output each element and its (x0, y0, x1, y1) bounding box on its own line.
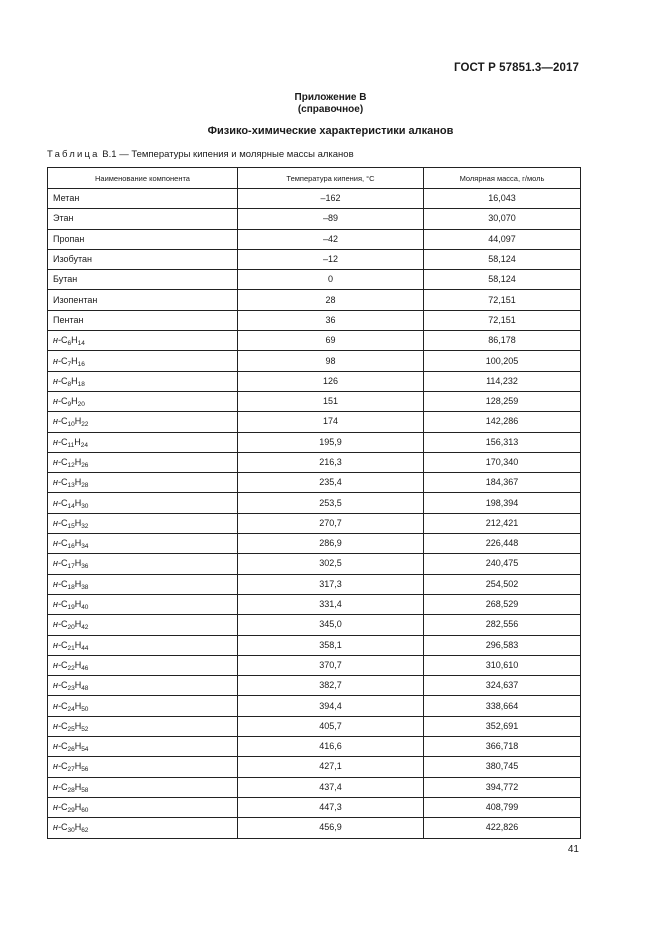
molar-mass-cell: 268,529 (424, 594, 581, 614)
formula-prefix: н- (53, 741, 61, 752)
table-body (48, 189, 581, 839)
boiling-point-cell: 331,4 (238, 594, 424, 614)
component-name-cell (48, 594, 238, 614)
molar-mass-cell: 282,556 (424, 615, 581, 635)
formula-prefix: н- (53, 781, 61, 792)
hydrogen-symbol: H (74, 822, 82, 833)
molar-mass-cell: 324,637 (424, 676, 581, 696)
carbon-count: 19 (67, 604, 75, 612)
carbon-symbol: C (60, 396, 68, 407)
table-row (48, 493, 581, 513)
carbon-symbol: C (60, 497, 68, 508)
table-row (48, 249, 581, 269)
alkanes-table (47, 167, 581, 839)
hydrogen-count: 48 (81, 685, 89, 693)
formula-prefix: н- (53, 355, 61, 366)
carbon-symbol: C (60, 802, 68, 813)
molar-mass-cell: 16,043 (424, 189, 581, 209)
molar-mass-cell: 296,583 (424, 635, 581, 655)
table-caption (47, 149, 354, 160)
formula-prefix: н- (53, 396, 61, 407)
component-name-cell: Изобутан (48, 249, 238, 269)
table-row (48, 270, 581, 290)
boiling-point-cell: 126 (238, 371, 424, 391)
boiling-point-cell: –12 (238, 249, 424, 269)
table-row (48, 574, 581, 594)
carbon-symbol: C (60, 781, 68, 792)
hydrogen-symbol: H (74, 741, 82, 752)
molar-mass-cell: 170,340 (424, 452, 581, 472)
molar-mass-cell: 394,772 (424, 777, 581, 797)
boiling-point-cell: –162 (238, 189, 424, 209)
formula-prefix: н- (53, 639, 61, 650)
molar-mass-cell: 184,367 (424, 473, 581, 493)
table-row (48, 777, 581, 797)
table-header-row (48, 168, 581, 189)
carbon-count: 13 (67, 482, 75, 490)
boiling-point-cell: 69 (238, 331, 424, 351)
table-row (48, 554, 581, 574)
molar-mass-cell: 100,205 (424, 351, 581, 371)
formula-prefix: н- (53, 558, 61, 569)
carbon-count: 25 (67, 725, 75, 733)
hydrogen-count: 42 (81, 624, 89, 632)
component-name-cell (48, 696, 238, 716)
carbon-symbol: C (60, 659, 68, 670)
component-name-cell (48, 513, 238, 533)
table-row (48, 432, 581, 452)
carbon-count: 11 (67, 441, 75, 449)
hydrogen-count: 36 (81, 563, 89, 571)
hydrogen-symbol: H (71, 375, 78, 386)
component-name-cell: Пентан (48, 310, 238, 330)
molar-mass-cell: 156,313 (424, 432, 581, 452)
table-row (48, 534, 581, 554)
hydrogen-symbol: H (74, 619, 82, 630)
boiling-point-cell: 270,7 (238, 513, 424, 533)
boiling-point-cell: 405,7 (238, 716, 424, 736)
boiling-point-cell: 253,5 (238, 493, 424, 513)
column-header-boiling-point: Температура кипения, °С (238, 168, 424, 189)
component-name-cell (48, 757, 238, 777)
molar-mass-cell: 86,178 (424, 331, 581, 351)
column-header-component: Наименование компонента (48, 168, 238, 189)
formula-prefix: н- (53, 680, 61, 691)
component-name-cell (48, 412, 238, 432)
boiling-point-cell: –89 (238, 209, 424, 229)
molar-mass-cell: 366,718 (424, 737, 581, 757)
hydrogen-count: 50 (81, 705, 89, 713)
component-name-cell (48, 351, 238, 371)
carbon-count: 30 (67, 827, 75, 835)
hydrogen-count: 26 (81, 462, 89, 469)
hydrogen-symbol: H (74, 720, 82, 731)
table-row (48, 737, 581, 757)
molar-mass-cell: 142,286 (424, 412, 581, 432)
molar-mass-cell: 352,691 (424, 716, 581, 736)
hydrogen-symbol: H (74, 416, 82, 427)
hydrogen-count: 24 (80, 441, 88, 449)
hydrogen-count: 28 (81, 482, 89, 490)
hydrogen-count: 54 (81, 746, 89, 754)
molar-mass-cell: 72,151 (424, 310, 581, 330)
table-caption-label: Таблица (47, 149, 100, 160)
table-row (48, 676, 581, 696)
formula-prefix: н- (53, 517, 61, 528)
boiling-point-cell: –42 (238, 229, 424, 249)
hydrogen-count: 52 (81, 725, 89, 733)
carbon-count: 29 (67, 807, 75, 815)
table-row (48, 655, 581, 675)
hydrogen-symbol: H (74, 578, 82, 589)
carbon-symbol: C (60, 517, 68, 528)
molar-mass-cell: 30,070 (424, 209, 581, 229)
hydrogen-symbol: H (74, 538, 82, 549)
carbon-count: 27 (67, 766, 75, 774)
formula-prefix: н- (53, 335, 61, 346)
formula-prefix: н- (53, 416, 61, 427)
carbon-symbol: C (60, 639, 68, 650)
hydrogen-count: 60 (81, 807, 89, 815)
hydrogen-symbol: H (74, 761, 82, 772)
formula-prefix: н- (53, 457, 61, 467)
hydrogen-symbol: H (74, 517, 82, 528)
boiling-point-cell: 358,1 (238, 635, 424, 655)
carbon-count: 22 (67, 664, 75, 672)
component-name-cell (48, 493, 238, 513)
boiling-point-cell: 195,9 (238, 432, 424, 452)
hydrogen-symbol: H (74, 680, 82, 691)
hydrogen-count: 34 (81, 543, 89, 551)
formula-prefix: н- (53, 822, 61, 833)
carbon-symbol: C (60, 578, 68, 589)
boiling-point-cell: 216,3 (238, 452, 424, 472)
carbon-symbol: C (60, 355, 68, 366)
carbon-symbol: C (60, 538, 68, 549)
formula-prefix: н- (53, 436, 61, 447)
carbon-count: 9 (67, 401, 72, 409)
molar-mass-cell: 338,664 (424, 696, 581, 716)
component-name-cell (48, 391, 238, 411)
component-name-cell (48, 574, 238, 594)
carbon-count: 28 (67, 786, 75, 794)
molar-mass-cell: 44,097 (424, 229, 581, 249)
component-name-cell: Бутан (48, 270, 238, 290)
table-row (48, 371, 581, 391)
hydrogen-count: 20 (77, 401, 85, 409)
formula-prefix: н- (53, 599, 61, 610)
carbon-symbol: C (60, 457, 68, 467)
boiling-point-cell: 28 (238, 290, 424, 310)
hydrogen-count: 62 (81, 827, 89, 835)
table-row (48, 635, 581, 655)
carbon-count: 15 (67, 522, 75, 530)
hydrogen-count: 18 (77, 380, 85, 388)
formula-prefix: н- (53, 497, 61, 508)
molar-mass-cell: 240,475 (424, 554, 581, 574)
carbon-symbol: C (60, 335, 68, 346)
boiling-point-cell: 456,9 (238, 818, 424, 838)
component-name-cell (48, 676, 238, 696)
boiling-point-cell: 317,3 (238, 574, 424, 594)
carbon-count: 24 (67, 705, 75, 713)
table-row (48, 473, 581, 493)
hydrogen-count: 32 (81, 522, 89, 530)
hydrogen-count: 38 (81, 583, 89, 591)
boiling-point-cell: 0 (238, 270, 424, 290)
component-name-cell (48, 737, 238, 757)
carbon-count: 10 (67, 421, 75, 429)
table-row (48, 716, 581, 736)
boiling-point-cell: 36 (238, 310, 424, 330)
boiling-point-cell: 382,7 (238, 676, 424, 696)
molar-mass-cell: 310,610 (424, 655, 581, 675)
table-row (48, 757, 581, 777)
hydrogen-symbol: H (74, 457, 82, 467)
table-row (48, 310, 581, 330)
table-row (48, 412, 581, 432)
hydrogen-count: 22 (81, 421, 89, 429)
carbon-symbol: C (60, 599, 68, 610)
molar-mass-cell: 198,394 (424, 493, 581, 513)
molar-mass-cell: 58,124 (424, 249, 581, 269)
carbon-count: 18 (67, 583, 75, 591)
hydrogen-count: 40 (81, 604, 89, 612)
hydrogen-symbol: H (74, 781, 82, 792)
molar-mass-cell: 212,421 (424, 513, 581, 533)
carbon-count: 6 (67, 340, 72, 348)
boiling-point-cell: 235,4 (238, 473, 424, 493)
appendix-heading (0, 92, 661, 116)
carbon-count: 14 (67, 502, 75, 510)
formula-prefix: н- (53, 619, 61, 630)
component-name-cell: Изопентан (48, 290, 238, 310)
table-row (48, 818, 581, 838)
formula-prefix: н- (53, 700, 61, 711)
carbon-symbol: C (60, 761, 68, 772)
boiling-point-cell: 416,6 (238, 737, 424, 757)
hydrogen-count: 46 (81, 664, 89, 672)
boiling-point-cell: 286,9 (238, 534, 424, 554)
page-number: 41 (567, 844, 579, 855)
table-row (48, 351, 581, 371)
component-name-cell (48, 554, 238, 574)
hydrogen-symbol: H (71, 396, 78, 407)
hydrogen-symbol: H (71, 335, 78, 346)
table-row (48, 797, 581, 817)
table-row (48, 189, 581, 209)
appendix-title: Приложение В (294, 92, 367, 103)
molar-mass-cell: 254,502 (424, 574, 581, 594)
component-name-cell (48, 635, 238, 655)
appendix-note: (справочное) (297, 104, 364, 115)
hydrogen-symbol: H (74, 599, 82, 610)
formula-prefix: н- (53, 375, 61, 386)
component-name-cell (48, 473, 238, 493)
component-name-cell (48, 534, 238, 554)
boiling-point-cell: 98 (238, 351, 424, 371)
table-row (48, 331, 581, 351)
table-row (48, 290, 581, 310)
molar-mass-cell: 422,826 (424, 818, 581, 838)
component-name-cell (48, 432, 238, 452)
hydrogen-count: 56 (81, 766, 89, 774)
boiling-point-cell: 174 (238, 412, 424, 432)
carbon-count: 8 (67, 380, 72, 388)
boiling-point-cell: 370,7 (238, 655, 424, 675)
component-name-cell (48, 331, 238, 351)
hydrogen-symbol: H (74, 700, 82, 711)
hydrogen-symbol: H (74, 639, 82, 650)
table-row (48, 594, 581, 614)
section-title: Физико-химические характеристики алканов (207, 125, 454, 137)
carbon-count: 21 (67, 644, 75, 652)
document-standard-header: ГОСТ Р 57851.3—2017 (454, 62, 579, 74)
boiling-point-cell: 151 (238, 391, 424, 411)
component-name-cell: Этан (48, 209, 238, 229)
formula-prefix: н- (53, 477, 61, 488)
formula-prefix: н- (53, 659, 61, 670)
formula-prefix: н- (53, 720, 61, 731)
hydrogen-count: 14 (77, 340, 85, 348)
table-row (48, 229, 581, 249)
hydrogen-count: 30 (81, 502, 89, 510)
carbon-count: 23 (67, 685, 75, 693)
component-name-cell (48, 716, 238, 736)
hydrogen-symbol: H (74, 802, 82, 813)
carbon-symbol: C (60, 720, 68, 731)
hydrogen-symbol: H (74, 436, 81, 447)
carbon-count: 20 (67, 624, 75, 632)
component-name-cell (48, 818, 238, 838)
table-row (48, 696, 581, 716)
molar-mass-cell: 380,745 (424, 757, 581, 777)
boiling-point-cell: 345,0 (238, 615, 424, 635)
component-name-cell (48, 777, 238, 797)
carbon-count: 16 (67, 543, 75, 551)
hydrogen-symbol: H (74, 497, 82, 508)
carbon-symbol: C (60, 558, 68, 569)
molar-mass-cell: 114,232 (424, 371, 581, 391)
component-name-cell (48, 452, 238, 472)
carbon-symbol: C (60, 741, 68, 752)
hydrogen-count: 58 (81, 786, 89, 794)
hydrogen-count: 44 (81, 644, 89, 652)
component-name-cell: Пропан (48, 229, 238, 249)
formula-prefix: н- (53, 538, 61, 549)
column-header-molar-mass: Молярная масса, г/моль (424, 168, 581, 189)
carbon-symbol: C (60, 416, 68, 427)
component-name-cell (48, 615, 238, 635)
component-name-cell (48, 797, 238, 817)
table-row (48, 513, 581, 533)
boiling-point-cell: 302,5 (238, 554, 424, 574)
carbon-symbol: C (60, 436, 68, 447)
molar-mass-cell: 128,259 (424, 391, 581, 411)
component-name-cell: Метан (48, 189, 238, 209)
table-caption-text: В.1 — Температуры кипения и молярные массы алканов (99, 149, 354, 160)
table-row (48, 615, 581, 635)
table-row (48, 209, 581, 229)
formula-prefix: н- (53, 802, 61, 813)
boiling-point-cell: 447,3 (238, 797, 424, 817)
table-row (48, 391, 581, 411)
component-name-cell (48, 371, 238, 391)
carbon-symbol: C (60, 477, 68, 488)
boiling-point-cell: 394,4 (238, 696, 424, 716)
hydrogen-symbol: H (74, 659, 82, 670)
carbon-count: 17 (67, 563, 75, 571)
carbon-symbol: C (60, 680, 68, 691)
carbon-count: 7 (67, 360, 72, 368)
formula-prefix: н- (53, 578, 61, 589)
hydrogen-symbol: H (74, 558, 82, 569)
carbon-count: 26 (67, 746, 75, 754)
hydrogen-count: 16 (77, 360, 85, 368)
formula-prefix: н- (53, 761, 61, 772)
molar-mass-cell: 72,151 (424, 290, 581, 310)
hydrogen-symbol: H (74, 477, 82, 488)
boiling-point-cell: 427,1 (238, 757, 424, 777)
component-name-cell (48, 655, 238, 675)
carbon-count: 12 (67, 462, 75, 469)
carbon-symbol: C (60, 375, 68, 386)
molar-mass-cell: 408,799 (424, 797, 581, 817)
carbon-symbol: C (60, 700, 68, 711)
molar-mass-cell: 226,448 (424, 534, 581, 554)
carbon-symbol: C (60, 822, 68, 833)
table-row (48, 452, 581, 472)
carbon-symbol: C (60, 619, 68, 630)
hydrogen-symbol: H (71, 355, 78, 366)
boiling-point-cell: 437,4 (238, 777, 424, 797)
molar-mass-cell: 58,124 (424, 270, 581, 290)
